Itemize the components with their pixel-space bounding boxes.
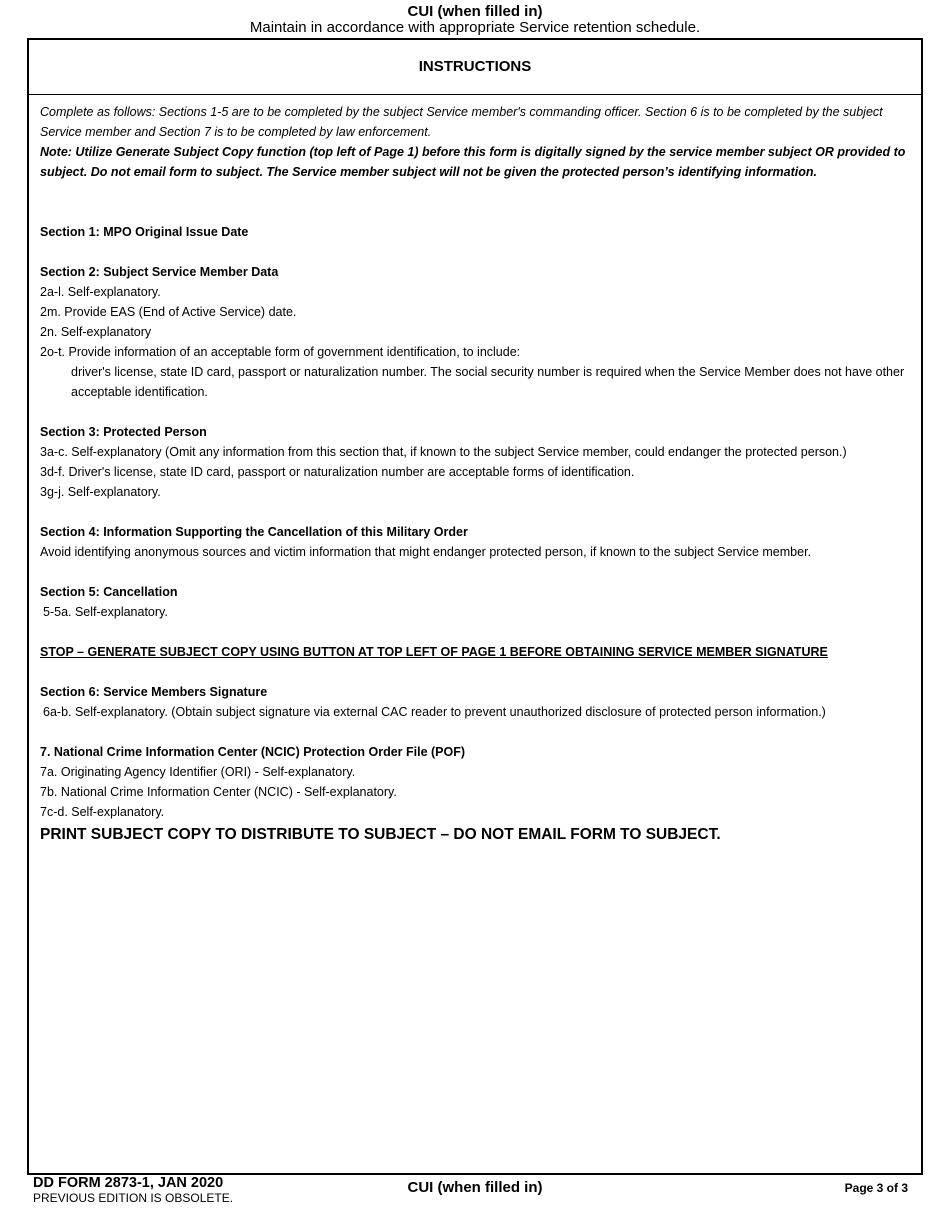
section2-item: 2n. Self-explanatory: [40, 325, 152, 339]
section2-item: 2o-t. Provide information of an acceptable form of government identification, to include:: [40, 345, 521, 359]
section2-item: 2m. Provide EAS (End of Active Service) date.: [40, 305, 297, 319]
section3-item: 3a-c. Self-explanatory (Omit any information from this section that, if known to the subject Service member, could endanger the protected person.): [40, 445, 847, 459]
section5-heading: Section 5: Cancellation: [40, 585, 178, 599]
section7-item: 7b. National Crime Information Center (NCIC) - Self-explanatory.: [40, 785, 397, 799]
section1-heading: Section 1: MPO Original Issue Date: [40, 225, 249, 239]
retention-notice: Maintain in accordance with appropriate Service retention schedule.: [249, 19, 701, 36]
note-text: Note: Utilize Generate Subject Copy function (top left of Page 1) before this form is digitally signed by the service member subject OR provided to subject. Do not email form to subject. The Service member subject will not be given the protected person’s identifying information.: [40, 145, 906, 179]
section6-text: 6a-b. Self-explanatory. (Obtain subject signature via external CAC reader to prevent unauthorized disclosure of protected person information.): [43, 705, 826, 719]
cui-footer: CUI (when filled in): [407, 1179, 543, 1196]
section7-heading: 7. National Crime Information Center (NCIC) Protection Order File (POF): [40, 745, 466, 759]
obsolete-notice: PREVIOUS EDITION IS OBSOLETE.: [33, 1191, 234, 1205]
form-page-frame: [27, 38, 923, 1175]
page-number: Page 3 of 3: [844, 1181, 908, 1195]
section2-continuation: driver's license, state ID card, passport or naturalization number. The social security number is required when the Service Member does not have other acceptable identification.: [71, 365, 905, 399]
section2-item: 2a-l. Self-explanatory.: [40, 285, 161, 299]
section2-heading: Section 2: Subject Service Member Data: [40, 265, 279, 279]
section3-item: 3d-f. Driver's license, state ID card, passport or naturalization number are acceptable forms of identification.: [40, 465, 635, 479]
instructions-body: [40, 102, 912, 848]
form-identifier: DD FORM 2873-1, JAN 2020: [33, 1175, 224, 1191]
section3-item: 3g-j. Self-explanatory.: [40, 485, 161, 499]
intro-text: Complete as follows: Sections 1-5 are to be completed by the subject Service member's commanding officer. Section 6 is to be completed by the subject Service member and Section 7 is to be completed by law enforcement.: [40, 105, 883, 139]
section7-item: 7a. Originating Agency Identifier (ORI) - Self-explanatory.: [40, 765, 356, 779]
cui-header: CUI (when filled in): [407, 3, 543, 20]
section4-text: Avoid identifying anonymous sources and victim information that might endanger protected person, if known to the subject Service member.: [40, 545, 812, 559]
section7-item: 7c-d. Self-explanatory.: [40, 805, 165, 819]
section6-heading: Section 6: Service Members Signature: [40, 685, 268, 699]
stop-notice: STOP – GENERATE SUBJECT COPY USING BUTTON AT TOP LEFT OF PAGE 1 BEFORE OBTAINING SERVICE MEMBER SIGNATURE: [40, 645, 828, 659]
print-notice: PRINT SUBJECT COPY TO DISTRIBUTE TO SUBJECT – DO NOT EMAIL FORM TO SUBJECT.: [40, 826, 721, 843]
section5-text: 5-5a. Self-explanatory.: [43, 605, 168, 619]
instructions-title: INSTRUCTIONS: [29, 40, 921, 95]
section4-heading: Section 4: Information Supporting the Cancellation of this Military Order: [40, 525, 468, 539]
section3-heading: Section 3: Protected Person: [40, 425, 207, 439]
